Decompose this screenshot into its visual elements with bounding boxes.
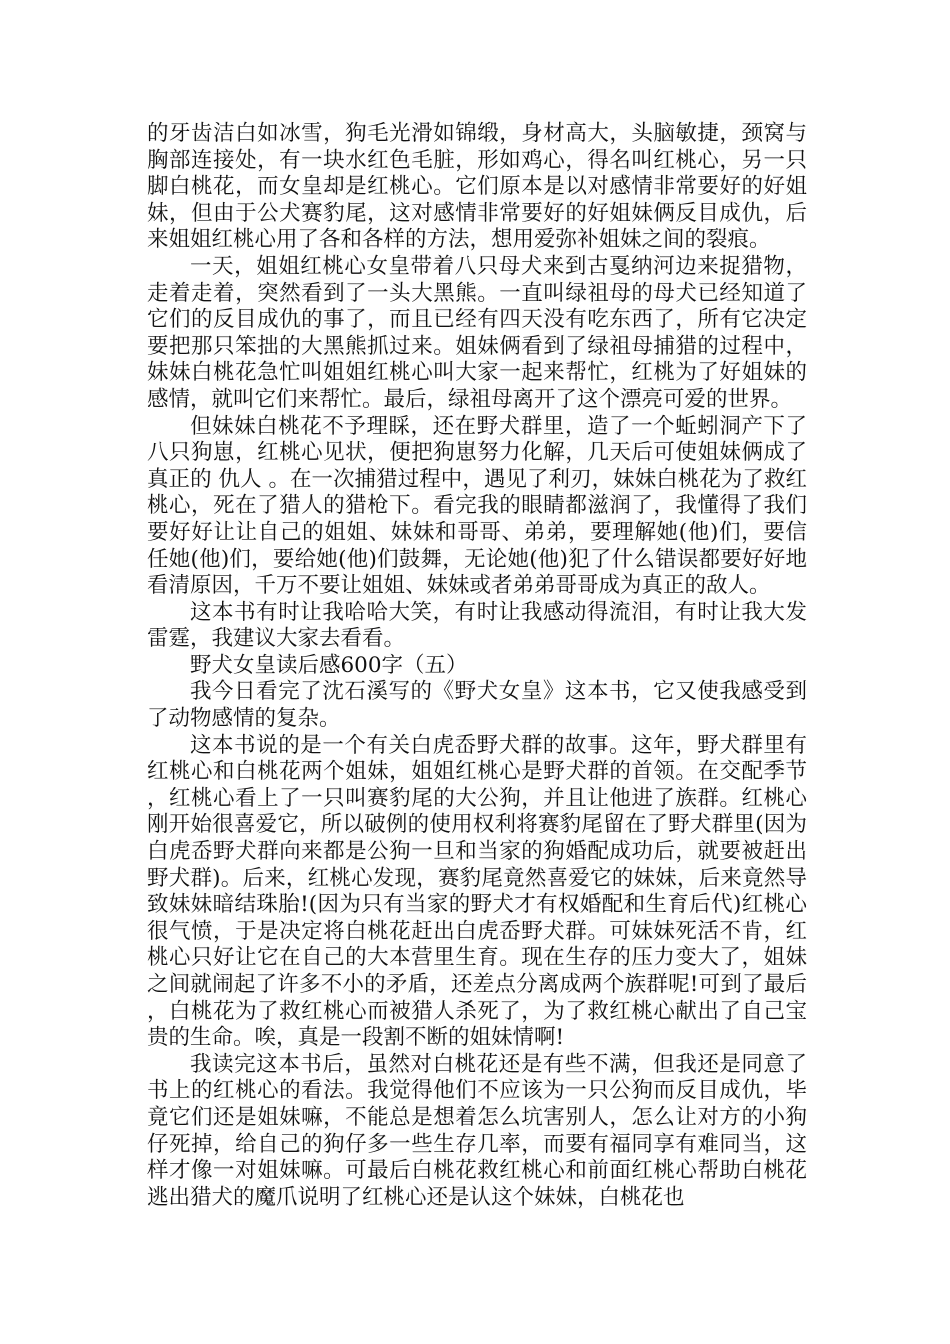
paragraph-6: 这本书说的是一个有关白虎岙野犬群的故事。这年，野犬群里有红桃心和白桃花两个姐妹，姐姐红桃心是野犬群的首领。在交配季节，红桃心看上了一只叫赛豹尾的大公狗，并且让他进了族群。红桃心刚开始很喜爱它，所以破例的使用权利将赛豹尾留在了野犬群里(因为白虎岙野犬群向来都是公狗一旦和当家的狗婚配成功后，就要被赶出野犬群)。后来，红桃心发现，赛豹尾竟然喜爱它的妹妹，后来竟然导致妹妹暗结珠胎!(因为只有当家的野犬才有权婚配和生育后代)红桃心很气愤，于是决定将白桃花赶出白虎岙野犬群。可妹妹死活不肯，红桃心只好让它在自己的大本营里生育。现在生存的压力变大了，姐妹之间就闹起了许多不小的矛盾，还差点分离成两个族群呢!可到了最后，白桃花为了救红桃心而被猎人杀死了，为了救红桃心献出了自己宝贵的生命。唉，真是一段割不断的姐妹情啊! <box>147 732 807 1051</box>
paragraph-3: 但妹妹白桃花不予理睬，还在野犬群里，造了一个蚯蚓洞产下了八只狗崽，红桃心见状，便把狗崽努力化解，几天后可使姐妹俩成了真正的 仇人 。在一次捕猎过程中，遇见了利刃，妹妹白桃花为了救红桃心，死在了猎人的猎枪下。看完我的眼睛都滋润了，我懂得了我们要好好让让自己的姐姐、妹妹和哥哥、弟弟，要理解她(他)们，要信任她(他)们，要给她(他)们鼓舞，无论她(他)犯了什么错误都要好好地看清原因，千万不要让姐姐、妹妹或者弟弟哥哥成为真正的敌人。 <box>147 413 807 599</box>
document-page <box>147 121 807 1211</box>
paragraph-1: 的牙齿洁白如冰雪，狗毛光滑如锦缎，身材高大，头脑敏捷，颈窝与胸部连接处，有一块水红色毛脏，形如鸡心，得名叫红桃心，另一只脚白桃花，而女皇却是红桃心。它们原本是以对感情非常要好的好姐妹，但由于公犬赛豹尾，这对感情非常要好的好姐妹俩反目成仇，后来姐姐红桃心用了各和各样的方法，想用爱弥补姐妹之间的裂痕。 <box>147 121 807 253</box>
paragraph-7: 我读完这本书后，虽然对白桃花还是有些不满，但我还是同意了书上的红桃心的看法。我觉得他们不应该为一只公狗而反目成仇，毕竟它们还是姐妹嘛，不能总是想着怎么坑害别人，怎么让对方的小狗仔死掉，给自己的狗仔多一些生存几率，而要有福同享有难同当，这样才像一对姐妹嘛。可最后白桃花救红桃心和前面红桃心帮助白桃花逃出猎犬的魔爪说明了红桃心还是认这个妹妹，白桃花也 <box>147 1051 807 1210</box>
section-heading: 野犬女皇读后感600字（五） <box>190 652 468 678</box>
paragraph-5: 我今日看完了沈石溪写的《野犬女皇》这本书，它又使我感受到了动物感情的复杂。 <box>147 679 807 732</box>
paragraph-2: 一天，姐姐红桃心女皇带着八只母犬来到古戛纳河边来捉猎物，走着走着，突然看到了一头大黑熊。一直叫绿祖母的母犬已经知道了它们的反目成仇的事了，而且已经有四天没有吃东西了，所有它决定要把那只笨拙的大黑熊抓过来。姐妹俩看到了绿祖母捕猎的过程中，妹妹白桃花急忙叫姐姐红桃心叫大家一起来帮忙，红桃为了好姐妹的感情，就叫它们来帮忙。最后，绿祖母离开了这个漂亮可爱的世界。 <box>147 253 807 412</box>
paragraph-4: 这本书有时让我哈哈大笑，有时让我感动得流泪，有时让我大发雷霆，我建议大家去看看。 <box>147 599 807 652</box>
